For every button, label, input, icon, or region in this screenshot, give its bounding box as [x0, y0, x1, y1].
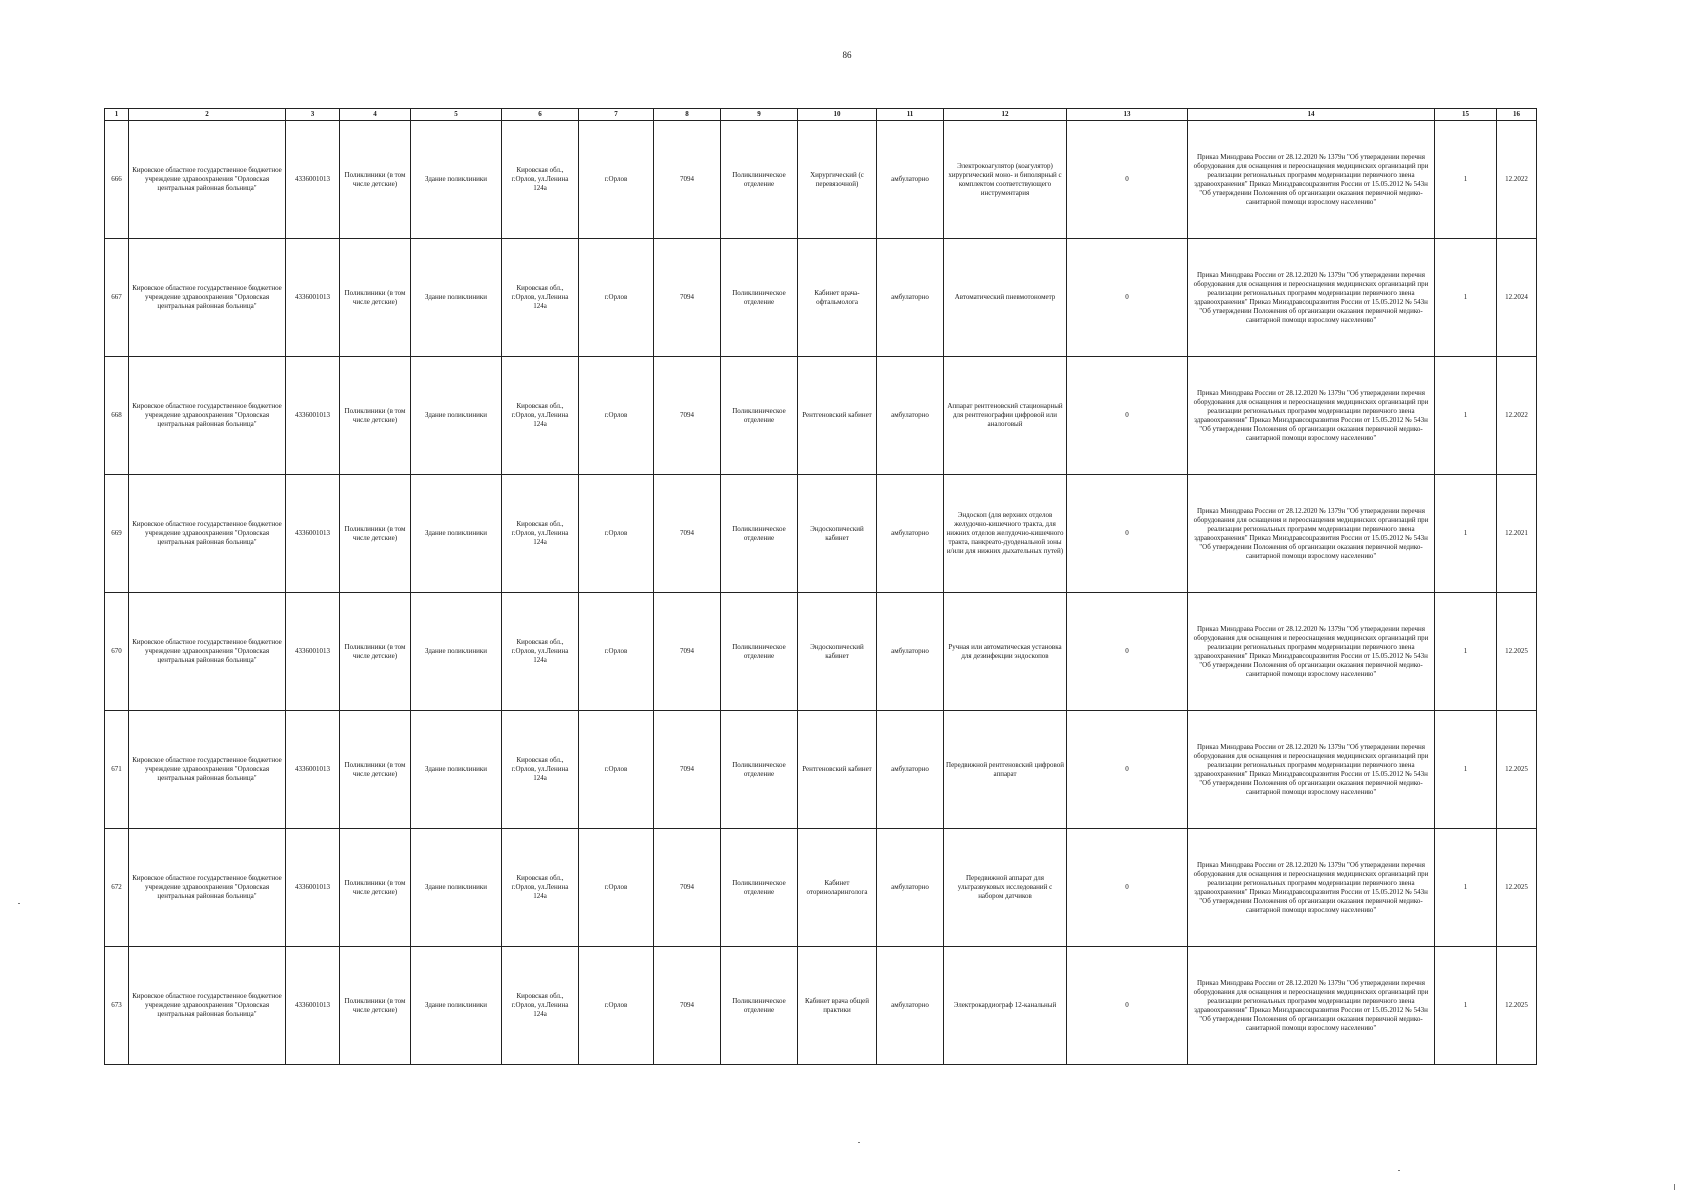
table-row: [105, 357, 1537, 475]
legal-basis: Приказ Минздрава России от 28.12.2020 № 1379н "Об утверждении перечня оборудования для оснащения и переоснащения медицинских организаций при реализации региональных программ модернизации первичного звена здравоохранения" Приказ Минздравсоцразвития России от 15.05.2012 № 543н "Об утверждении Положения об организации оказания первичной медико-санитарной помощи взрослому населению": [1188, 711, 1435, 829]
care-form: амбулаторно: [877, 357, 944, 475]
equipment-count: 0: [1067, 121, 1188, 239]
equipment-name: Передвижной рентгеновский цифровой аппарат: [944, 711, 1067, 829]
equipment-name: Ручная или автоматическая установка для дезинфекции эндоскопов: [944, 593, 1067, 711]
population-code: 7094: [654, 239, 721, 357]
address: Кировская обл., г.Орлов, ул.Ленина 124а: [502, 357, 579, 475]
scan-speck: [858, 1142, 860, 1143]
legal-basis: Приказ Минздрава России от 28.12.2020 № 1379н "Об утверждении перечня оборудования для оснащения и переоснащения медицинских организаций при реализации региональных программ модернизации первичного звена здравоохранения" Приказ Минздравсоцразвития России от 15.05.2012 № 543н "Об утверждении Положения об организации оказания первичной медико-санитарной помощи взрослому населению": [1188, 947, 1435, 1065]
inn: 4336001013: [286, 711, 340, 829]
deadline: 12.2021: [1497, 475, 1537, 593]
address: Кировская обл., г.Орлов, ул.Ленина 124а: [502, 711, 579, 829]
col-header-9: 9: [721, 109, 798, 121]
inn: 4336001013: [286, 947, 340, 1065]
row-number: 670: [105, 593, 129, 711]
equipment-count: 0: [1067, 593, 1188, 711]
equipment-count: 0: [1067, 711, 1188, 829]
legal-basis: Приказ Минздрава России от 28.12.2020 № 1379н "Об утверждении перечня оборудования для оснащения и переоснащения медицинских организаций при реализации региональных программ модернизации первичного звена здравоохранения" Приказ Минздравсоцразвития России от 15.05.2012 № 543н "Об утверждении Положения об организации оказания первичной медико-санитарной помощи взрослому населению": [1188, 357, 1435, 475]
cabinet: Кабинет врача общей практики: [798, 947, 877, 1065]
col-header-10: 10: [798, 109, 877, 121]
population-code: 7094: [654, 711, 721, 829]
cabinet: Рентгеновский кабинет: [798, 711, 877, 829]
facility-type: Поликлиники (в том числе детские): [340, 829, 411, 947]
deadline: 12.2024: [1497, 239, 1537, 357]
required-count: 1: [1435, 593, 1497, 711]
building: Здание поликлиники: [411, 711, 502, 829]
col-header-12: 12: [944, 109, 1067, 121]
legal-basis: Приказ Минздрава России от 28.12.2020 № 1379н "Об утверждении перечня оборудования для оснащения и переоснащения медицинских организаций при реализации региональных программ модернизации первичного звена здравоохранения" Приказ Минздравсоцразвития России от 15.05.2012 № 543н "Об утверждении Положения об организации оказания первичной медико-санитарной помощи взрослому населению": [1188, 829, 1435, 947]
deadline: 12.2025: [1497, 829, 1537, 947]
population-code: 7094: [654, 947, 721, 1065]
inn: 4336001013: [286, 357, 340, 475]
row-number: 671: [105, 711, 129, 829]
building: Здание поликлиники: [411, 239, 502, 357]
col-header-5: 5: [411, 109, 502, 121]
table-row: [105, 475, 1537, 593]
settlement: г.Орлов: [579, 947, 654, 1065]
col-header-1: 1: [105, 109, 129, 121]
department: Поликлиническое отделение: [721, 947, 798, 1065]
building: Здание поликлиники: [411, 475, 502, 593]
row-number: 672: [105, 829, 129, 947]
required-count: 1: [1435, 947, 1497, 1065]
address: Кировская обл., г.Орлов, ул.Ленина 124а: [502, 475, 579, 593]
inn: 4336001013: [286, 593, 340, 711]
address: Кировская обл., г.Орлов, ул.Ленина 124а: [502, 593, 579, 711]
settlement: г.Орлов: [579, 475, 654, 593]
inn: 4336001013: [286, 121, 340, 239]
deadline: 12.2025: [1497, 593, 1537, 711]
care-form: амбулаторно: [877, 475, 944, 593]
cabinet: Кабинет врача-офтальмолога: [798, 239, 877, 357]
population-code: 7094: [654, 593, 721, 711]
building: Здание поликлиники: [411, 357, 502, 475]
equipment-name: Электрокоагулятор (коагулятор) хирургический моно- и биполярный с комплектом соответствующего инструментария: [944, 121, 1067, 239]
equipment-name: Автоматический пневмотонометр: [944, 239, 1067, 357]
settlement: г.Орлов: [579, 829, 654, 947]
facility-type: Поликлиники (в том числе детские): [340, 121, 411, 239]
cabinet: Эндоскопический кабинет: [798, 475, 877, 593]
legal-basis: Приказ Минздрава России от 28.12.2020 № 1379н "Об утверждении перечня оборудования для оснащения и переоснащения медицинских организаций при реализации региональных программ модернизации первичного звена здравоохранения" Приказ Минздравсоцразвития России от 15.05.2012 № 543н "Об утверждении Положения об организации оказания первичной медико-санитарной помощи взрослому населению": [1188, 593, 1435, 711]
equipment-name: Электрокардиограф 12-канальный: [944, 947, 1067, 1065]
row-number: 667: [105, 239, 129, 357]
organization-name: Кировское областное государственное бюджетное учреждение здравоохранения "Орловская центральная районная больница": [129, 239, 286, 357]
equipment-count: 0: [1067, 475, 1188, 593]
inn: 4336001013: [286, 239, 340, 357]
address: Кировская обл., г.Орлов, ул.Ленина 124а: [502, 829, 579, 947]
equipment-table: [104, 108, 1537, 1065]
department: Поликлиническое отделение: [721, 475, 798, 593]
table-row: [105, 121, 1537, 239]
organization-name: Кировское областное государственное бюджетное учреждение здравоохранения "Орловская центральная районная больница": [129, 947, 286, 1065]
table-row: [105, 239, 1537, 357]
organization-name: Кировское областное государственное бюджетное учреждение здравоохранения "Орловская центральная районная больница": [129, 711, 286, 829]
address: Кировская обл., г.Орлов, ул.Ленина 124а: [502, 239, 579, 357]
population-code: 7094: [654, 357, 721, 475]
required-count: 1: [1435, 829, 1497, 947]
page-number: 86: [842, 50, 852, 60]
facility-type: Поликлиники (в том числе детские): [340, 239, 411, 357]
population-code: 7094: [654, 475, 721, 593]
care-form: амбулаторно: [877, 711, 944, 829]
col-header-15: 15: [1435, 109, 1497, 121]
organization-name: Кировское областное государственное бюджетное учреждение здравоохранения "Орловская центральная районная больница": [129, 475, 286, 593]
table-row: [105, 947, 1537, 1065]
address: Кировская обл., г.Орлов, ул.Ленина 124а: [502, 121, 579, 239]
col-header-14: 14: [1188, 109, 1435, 121]
scan-speck: [1398, 1170, 1400, 1171]
settlement: г.Орлов: [579, 711, 654, 829]
organization-name: Кировское областное государственное бюджетное учреждение здравоохранения "Орловская центральная районная больница": [129, 593, 286, 711]
building: Здание поликлиники: [411, 947, 502, 1065]
equipment-name: Эндоскоп (для верхних отделов желудочно-кишечного тракта, для нижних отделов желудочно-кишечного тракта, панкреато-дуоденальной зоны и/или для нижних дыхательных путей): [944, 475, 1067, 593]
equipment-count: 0: [1067, 947, 1188, 1065]
col-header-2: 2: [129, 109, 286, 121]
col-header-11: 11: [877, 109, 944, 121]
equipment-count: 0: [1067, 829, 1188, 947]
required-count: 1: [1435, 357, 1497, 475]
col-header-8: 8: [654, 109, 721, 121]
building: Здание поликлиники: [411, 593, 502, 711]
col-header-6: 6: [502, 109, 579, 121]
department: Поликлиническое отделение: [721, 711, 798, 829]
facility-type: Поликлиники (в том числе детские): [340, 475, 411, 593]
cabinet: Кабинет оториноларинголога: [798, 829, 877, 947]
equipment-name: Передвижной аппарат для ультразвуковых исследований с набором датчиков: [944, 829, 1067, 947]
header-row: [105, 109, 1537, 121]
required-count: 1: [1435, 711, 1497, 829]
care-form: амбулаторно: [877, 829, 944, 947]
legal-basis: Приказ Минздрава России от 28.12.2020 № 1379н "Об утверждении перечня оборудования для оснащения и переоснащения медицинских организаций при реализации региональных программ модернизации первичного звена здравоохранения" Приказ Минздравсоцразвития России от 15.05.2012 № 543н "Об утверждении Положения об организации оказания первичной медико-санитарной помощи взрослому населению": [1188, 121, 1435, 239]
deadline: 12.2025: [1497, 947, 1537, 1065]
equipment-name: Аппарат рентгеновский стационарный для рентгенографии цифровой или аналоговый: [944, 357, 1067, 475]
inn: 4336001013: [286, 829, 340, 947]
care-form: амбулаторно: [877, 593, 944, 711]
col-header-4: 4: [340, 109, 411, 121]
row-number: 669: [105, 475, 129, 593]
col-header-7: 7: [579, 109, 654, 121]
row-number: 666: [105, 121, 129, 239]
population-code: 7094: [654, 829, 721, 947]
facility-type: Поликлиники (в том числе детские): [340, 947, 411, 1065]
table-row: [105, 829, 1537, 947]
row-number: 673: [105, 947, 129, 1065]
department: Поликлиническое отделение: [721, 239, 798, 357]
settlement: г.Орлов: [579, 357, 654, 475]
deadline: 12.2025: [1497, 711, 1537, 829]
department: Поликлиническое отделение: [721, 829, 798, 947]
care-form: амбулаторно: [877, 239, 944, 357]
department: Поликлиническое отделение: [721, 121, 798, 239]
population-code: 7094: [654, 121, 721, 239]
col-header-16: 16: [1497, 109, 1537, 121]
address: Кировская обл., г.Орлов, ул.Ленина 124а: [502, 947, 579, 1065]
legal-basis: Приказ Минздрава России от 28.12.2020 № 1379н "Об утверждении перечня оборудования для оснащения и переоснащения медицинских организаций при реализации региональных программ модернизации первичного звена здравоохранения" Приказ Минздравсоцразвития России от 15.05.2012 № 543н "Об утверждении Положения об организации оказания первичной медико-санитарной помощи взрослому населению": [1188, 475, 1435, 593]
facility-type: Поликлиники (в том числе детские): [340, 593, 411, 711]
required-count: 1: [1435, 239, 1497, 357]
organization-name: Кировское областное государственное бюджетное учреждение здравоохранения "Орловская центральная районная больница": [129, 357, 286, 475]
scan-speck: [1674, 1184, 1675, 1190]
facility-type: Поликлиники (в том числе детские): [340, 711, 411, 829]
settlement: г.Орлов: [579, 121, 654, 239]
inn: 4336001013: [286, 475, 340, 593]
building: Здание поликлиники: [411, 829, 502, 947]
equipment-count: 0: [1067, 357, 1188, 475]
col-header-3: 3: [286, 109, 340, 121]
settlement: г.Орлов: [579, 593, 654, 711]
department: Поликлиническое отделение: [721, 593, 798, 711]
table-row: [105, 711, 1537, 829]
cabinet: Рентгеновский кабинет: [798, 357, 877, 475]
organization-name: Кировское областное государственное бюджетное учреждение здравоохранения "Орловская центральная районная больница": [129, 829, 286, 947]
department: Поликлиническое отделение: [721, 357, 798, 475]
settlement: г.Орлов: [579, 239, 654, 357]
table-row: [105, 593, 1537, 711]
cabinet: Хирургический (с перевязочной): [798, 121, 877, 239]
care-form: амбулаторно: [877, 121, 944, 239]
deadline: 12.2022: [1497, 121, 1537, 239]
scan-speck: [18, 903, 20, 904]
facility-type: Поликлиники (в том числе детские): [340, 357, 411, 475]
required-count: 1: [1435, 121, 1497, 239]
legal-basis: Приказ Минздрава России от 28.12.2020 № 1379н "Об утверждении перечня оборудования для оснащения и переоснащения медицинских организаций при реализации региональных программ модернизации первичного звена здравоохранения" Приказ Минздравсоцразвития России от 15.05.2012 № 543н "Об утверждении Положения об организации оказания первичной медико-санитарной помощи взрослому населению": [1188, 239, 1435, 357]
col-header-13: 13: [1067, 109, 1188, 121]
required-count: 1: [1435, 475, 1497, 593]
equipment-count: 0: [1067, 239, 1188, 357]
organization-name: Кировское областное государственное бюджетное учреждение здравоохранения "Орловская центральная районная больница": [129, 121, 286, 239]
deadline: 12.2022: [1497, 357, 1537, 475]
building: Здание поликлиники: [411, 121, 502, 239]
care-form: амбулаторно: [877, 947, 944, 1065]
row-number: 668: [105, 357, 129, 475]
cabinet: Эндоскопический кабинет: [798, 593, 877, 711]
